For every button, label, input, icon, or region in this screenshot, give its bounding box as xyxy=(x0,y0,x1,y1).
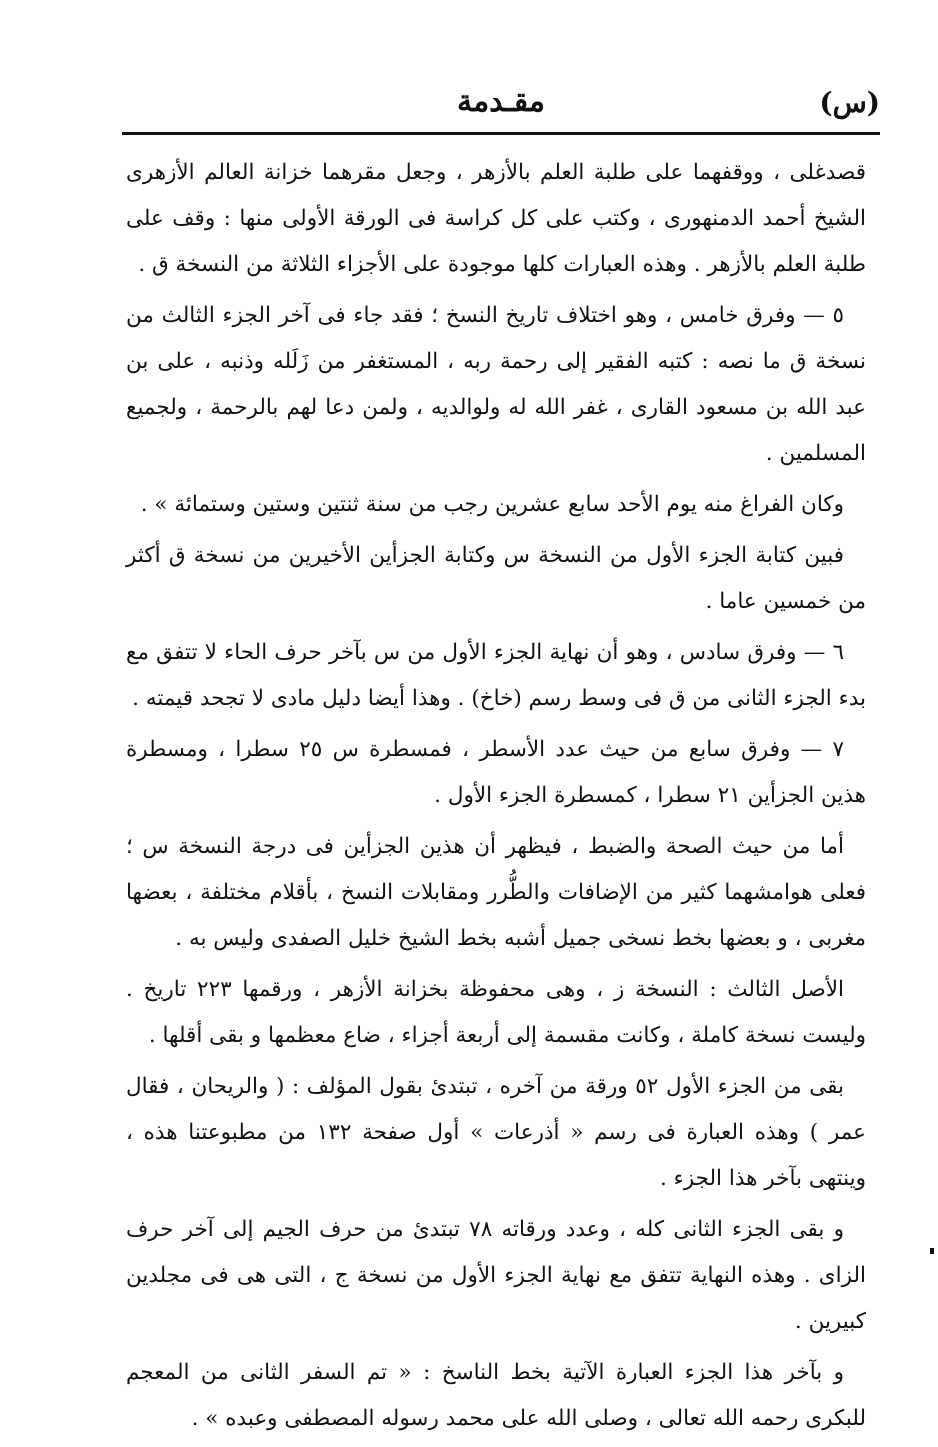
running-title: مقـدمة xyxy=(457,84,545,119)
paragraph-first-part-remains: بقى من الجزء الأول ٥٢ ورقة من آخره ، تبتدئ بقول المؤلف : ( والريحان ، فقال عمر ) وهذه العبارة فى رسم « أذرعات » أول صفحة ١٣٢ من مطبوعتنا هذه ، وينتهى بآخر هذا الجزء . xyxy=(126,1074,866,1191)
paragraph-accuracy: أما من حيث الصحة والضبط ، فيظهر أن هذين الجزأين فى درجة النسخة س ؛ فعلى هوامشهما كثير من الإضافات والطُّرر ومقابلات النسخ ، بأقلام مختلفة ، بعضها مغربى ، و بعضها بخط نسخى جميل أشبه بخط الشيخ خليل الصفدى وليس به . xyxy=(126,834,866,951)
page-header xyxy=(122,72,880,130)
paragraph-time-gap: فبين كتابة الجزء الأول من النسخة س وكتابة الجزأين الأخيرين من نسخة ق أكثر من خمسين عاما . xyxy=(126,543,866,614)
paragraph-fifth-difference: ٥ — وفرق خامس ، وهو اختلاف تاريخ النسخ ؛ فقد جاء فى آخر الجزء الثالث من نسخة ق ما نصه : كتبه الفقير إلى رحمة ربه ، المستغفر من زَلَله وذنبه ، على بن عبد الله بن مسعود القارى ، غفر الله له ولوالديه ، ولمن دعا لهم بالرحمة ، ولجميع المسلمين . xyxy=(126,303,866,466)
paragraph-waqf-note: قصدغلى ، ووقفهما على طلبة العلم بالأزهر ، وجعل مقرهما خزانة العالم الأزهرى الشيخ أحمد الدمنهورى ، وكتب على كل كراسة فى الورقة الأولى منها : وقف على طلبة العلم بالأزهر . وهذه العبارات كلها موجودة على الأجزاء الثلاثة من النسخة ق . xyxy=(126,160,866,277)
paragraph-seventh-difference: ٧ — وفرق سابع من حيث عدد الأسطر ، فمسطرة س ٢٥ سطرا ، ومسطرة هذين الجزأين ٢١ سطرا ، كمسطرة الجزء الأول . xyxy=(126,737,866,808)
scan-edge-mark xyxy=(930,1248,934,1254)
body-text xyxy=(126,150,866,1447)
header-rule xyxy=(122,132,880,135)
paragraph-completion-date: وكان الفراغ منه يوم الأحد سابع عشرين رجب من سنة ثنتين وستين وستمائة » . xyxy=(140,492,844,517)
paragraph-sixth-difference: ٦ — وفرق سادس ، وهو أن نهاية الجزء الأول من س بآخر حرف الحاء لا تتفق مع بدء الجزء الثانى من ق فى وسط رسم (خاخ) . وهذا أيضا دليل مادى لا تجحد قيمته . xyxy=(126,640,866,711)
paragraph-colophon: و بآخر هذا الجزء العبارة الآتية بخط الناسخ : « تم السفر الثانى من المعجم للبكرى رحمه الله تعالى ، وصلى الله على محمد رسوله المصطفى وعبده » . xyxy=(126,1360,866,1431)
paragraph-second-part: و بقى الجزء الثانى كله ، وعدد ورقاته ٧٨ تبتدئ من حرف الجيم إلى آخر حرف الزاى . وهذه النهاية تتفق مع نهاية الجزء الأول من نسخة ج ، التى هى فى مجلدين كبيرين . xyxy=(126,1217,866,1334)
page-number: (س) xyxy=(819,86,880,119)
paragraph-third-source: الأصل الثالث : النسخة ز ، وهى محفوظة بخزانة الأزهر ، ورقمها ٢٢٣ تاريخ . وليست نسخة كاملة ، وكانت مقسمة إلى أربعة أجزاء ، ضاع معظمها و بقى أقلها . xyxy=(126,977,866,1048)
